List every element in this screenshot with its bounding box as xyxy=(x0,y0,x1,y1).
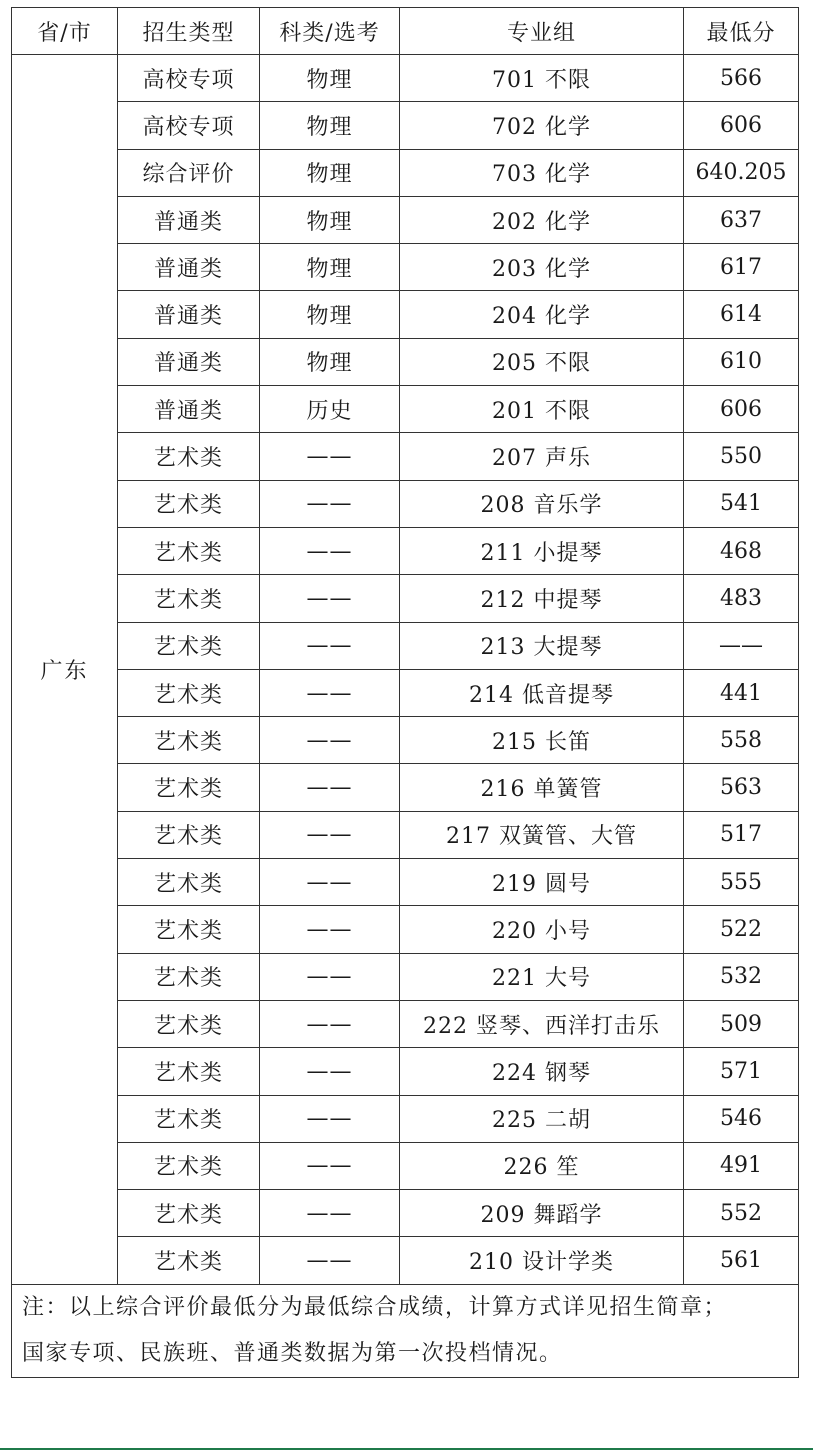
note-line-1: 注：以上综合评价最低分为最低综合成绩，计算方式详见招生简章； xyxy=(22,1294,728,1320)
table-row xyxy=(12,1142,799,1189)
min-score-cell: 468 xyxy=(684,527,799,574)
subject-cell: —— xyxy=(260,1095,400,1142)
table-body xyxy=(12,55,799,1378)
subject-cell: —— xyxy=(260,622,400,669)
subject-cell: —— xyxy=(260,575,400,622)
admission-type-cell: 普通类 xyxy=(118,196,260,243)
table-row xyxy=(12,1048,799,1095)
major-group-cell: 210 设计学类 xyxy=(400,1237,684,1284)
table-row xyxy=(12,196,799,243)
table-row xyxy=(12,55,799,102)
header-province: 省/市 xyxy=(12,8,118,55)
header-major-group: 专业组 xyxy=(400,8,684,55)
table-header xyxy=(12,8,799,55)
min-score-cell: 558 xyxy=(684,717,799,764)
table-row xyxy=(12,622,799,669)
min-score-cell: 610 xyxy=(684,338,799,385)
min-score-cell: 606 xyxy=(684,386,799,433)
major-group-cell: 203 化学 xyxy=(400,244,684,291)
admission-type-cell: 艺术类 xyxy=(118,575,260,622)
subject-cell: —— xyxy=(260,906,400,953)
min-score-cell: 483 xyxy=(684,575,799,622)
table-row xyxy=(12,244,799,291)
table-row xyxy=(12,953,799,1000)
major-group-cell: 701 不限 xyxy=(400,55,684,102)
min-score-cell: 617 xyxy=(684,244,799,291)
subject-cell: —— xyxy=(260,811,400,858)
min-score-cell: —— xyxy=(684,622,799,669)
major-group-cell: 213 大提琴 xyxy=(400,622,684,669)
admission-type-cell: 艺术类 xyxy=(118,953,260,1000)
min-score-cell: 550 xyxy=(684,433,799,480)
min-score-cell: 571 xyxy=(684,1048,799,1095)
admission-type-cell: 艺术类 xyxy=(118,764,260,811)
major-group-cell: 201 不限 xyxy=(400,386,684,433)
header-subject: 科类/选考 xyxy=(260,8,400,55)
min-score-cell: 541 xyxy=(684,480,799,527)
min-score-cell: 552 xyxy=(684,1190,799,1237)
admission-type-cell: 艺术类 xyxy=(118,859,260,906)
admission-score-table xyxy=(11,7,799,1378)
subject-cell: 物理 xyxy=(260,55,400,102)
table-note xyxy=(12,1284,799,1377)
header-min-score: 最低分 xyxy=(684,8,799,55)
table-row xyxy=(12,149,799,196)
subject-cell: —— xyxy=(260,669,400,716)
admission-type-cell: 艺术类 xyxy=(118,1190,260,1237)
major-group-cell: 215 长笛 xyxy=(400,717,684,764)
min-score-cell: 614 xyxy=(684,291,799,338)
table-row xyxy=(12,906,799,953)
min-score-cell: 606 xyxy=(684,102,799,149)
major-group-cell: 702 化学 xyxy=(400,102,684,149)
major-group-cell: 207 声乐 xyxy=(400,433,684,480)
major-group-cell: 202 化学 xyxy=(400,196,684,243)
admission-type-cell: 普通类 xyxy=(118,386,260,433)
admission-type-cell: 高校专项 xyxy=(118,55,260,102)
min-score-cell: 522 xyxy=(684,906,799,953)
province-cell: 广东 xyxy=(12,55,118,1285)
min-score-cell: 561 xyxy=(684,1237,799,1284)
subject-cell: —— xyxy=(260,527,400,574)
min-score-cell: 555 xyxy=(684,859,799,906)
table-row xyxy=(12,1190,799,1237)
admission-type-cell: 普通类 xyxy=(118,338,260,385)
admission-type-cell: 艺术类 xyxy=(118,1142,260,1189)
admission-type-cell: 高校专项 xyxy=(118,102,260,149)
note-line-2: 国家专项、民族班、普通类数据为第一次投档情况。 xyxy=(22,1340,563,1366)
min-score-cell: 566 xyxy=(684,55,799,102)
admission-type-cell: 艺术类 xyxy=(118,669,260,716)
admission-type-cell: 艺术类 xyxy=(118,811,260,858)
admission-type-cell: 艺术类 xyxy=(118,1095,260,1142)
subject-cell: —— xyxy=(260,1237,400,1284)
major-group-cell: 209 舞蹈学 xyxy=(400,1190,684,1237)
subject-cell: 物理 xyxy=(260,338,400,385)
table-row xyxy=(12,717,799,764)
subject-cell: —— xyxy=(260,480,400,527)
note-row xyxy=(12,1284,799,1377)
major-group-cell: 216 单簧管 xyxy=(400,764,684,811)
subject-cell: —— xyxy=(260,433,400,480)
bottom-divider xyxy=(0,1448,813,1450)
major-group-cell: 211 小提琴 xyxy=(400,527,684,574)
min-score-cell: 441 xyxy=(684,669,799,716)
subject-cell: 物理 xyxy=(260,102,400,149)
admission-type-cell: 艺术类 xyxy=(118,433,260,480)
min-score-cell: 563 xyxy=(684,764,799,811)
min-score-cell: 546 xyxy=(684,1095,799,1142)
table-row xyxy=(12,859,799,906)
major-group-cell: 226 笙 xyxy=(400,1142,684,1189)
admission-type-cell: 艺术类 xyxy=(118,906,260,953)
subject-cell: 物理 xyxy=(260,149,400,196)
major-group-cell: 212 中提琴 xyxy=(400,575,684,622)
table-row xyxy=(12,338,799,385)
subject-cell: —— xyxy=(260,1000,400,1047)
subject-cell: 物理 xyxy=(260,291,400,338)
admission-type-cell: 艺术类 xyxy=(118,1000,260,1047)
admission-type-cell: 综合评价 xyxy=(118,149,260,196)
major-group-cell: 224 钢琴 xyxy=(400,1048,684,1095)
major-group-cell: 208 音乐学 xyxy=(400,480,684,527)
min-score-cell: 637 xyxy=(684,196,799,243)
admission-type-cell: 艺术类 xyxy=(118,717,260,764)
table-row xyxy=(12,386,799,433)
subject-cell: —— xyxy=(260,859,400,906)
subject-cell: —— xyxy=(260,1142,400,1189)
major-group-cell: 221 大号 xyxy=(400,953,684,1000)
admission-score-table-wrapper xyxy=(11,7,798,1378)
table-row xyxy=(12,764,799,811)
table-row xyxy=(12,102,799,149)
subject-cell: —— xyxy=(260,953,400,1000)
admission-type-cell: 普通类 xyxy=(118,291,260,338)
subject-cell: —— xyxy=(260,1190,400,1237)
table-row xyxy=(12,1237,799,1284)
header-row xyxy=(12,8,799,55)
subject-cell: 历史 xyxy=(260,386,400,433)
table-row xyxy=(12,575,799,622)
min-score-cell: 640.205 xyxy=(684,149,799,196)
major-group-cell: 703 化学 xyxy=(400,149,684,196)
table-row xyxy=(12,527,799,574)
subject-cell: 物理 xyxy=(260,244,400,291)
min-score-cell: 517 xyxy=(684,811,799,858)
table-row xyxy=(12,1095,799,1142)
subject-cell: —— xyxy=(260,764,400,811)
major-group-cell: 205 不限 xyxy=(400,338,684,385)
subject-cell: —— xyxy=(260,717,400,764)
table-row xyxy=(12,291,799,338)
table-row xyxy=(12,811,799,858)
major-group-cell: 219 圆号 xyxy=(400,859,684,906)
min-score-cell: 509 xyxy=(684,1000,799,1047)
major-group-cell: 217 双簧管、大管 xyxy=(400,811,684,858)
header-admission-type: 招生类型 xyxy=(118,8,260,55)
major-group-cell: 225 二胡 xyxy=(400,1095,684,1142)
admission-type-cell: 艺术类 xyxy=(118,527,260,574)
table-row xyxy=(12,1000,799,1047)
admission-type-cell: 艺术类 xyxy=(118,480,260,527)
admission-type-cell: 艺术类 xyxy=(118,1237,260,1284)
subject-cell: 物理 xyxy=(260,196,400,243)
major-group-cell: 220 小号 xyxy=(400,906,684,953)
admission-type-cell: 艺术类 xyxy=(118,622,260,669)
admission-type-cell: 普通类 xyxy=(118,244,260,291)
table-row xyxy=(12,669,799,716)
admission-type-cell: 艺术类 xyxy=(118,1048,260,1095)
major-group-cell: 222 竖琴、西洋打击乐 xyxy=(400,1000,684,1047)
min-score-cell: 532 xyxy=(684,953,799,1000)
table-row xyxy=(12,480,799,527)
table-row xyxy=(12,433,799,480)
subject-cell: —— xyxy=(260,1048,400,1095)
major-group-cell: 204 化学 xyxy=(400,291,684,338)
major-group-cell: 214 低音提琴 xyxy=(400,669,684,716)
min-score-cell: 491 xyxy=(684,1142,799,1189)
